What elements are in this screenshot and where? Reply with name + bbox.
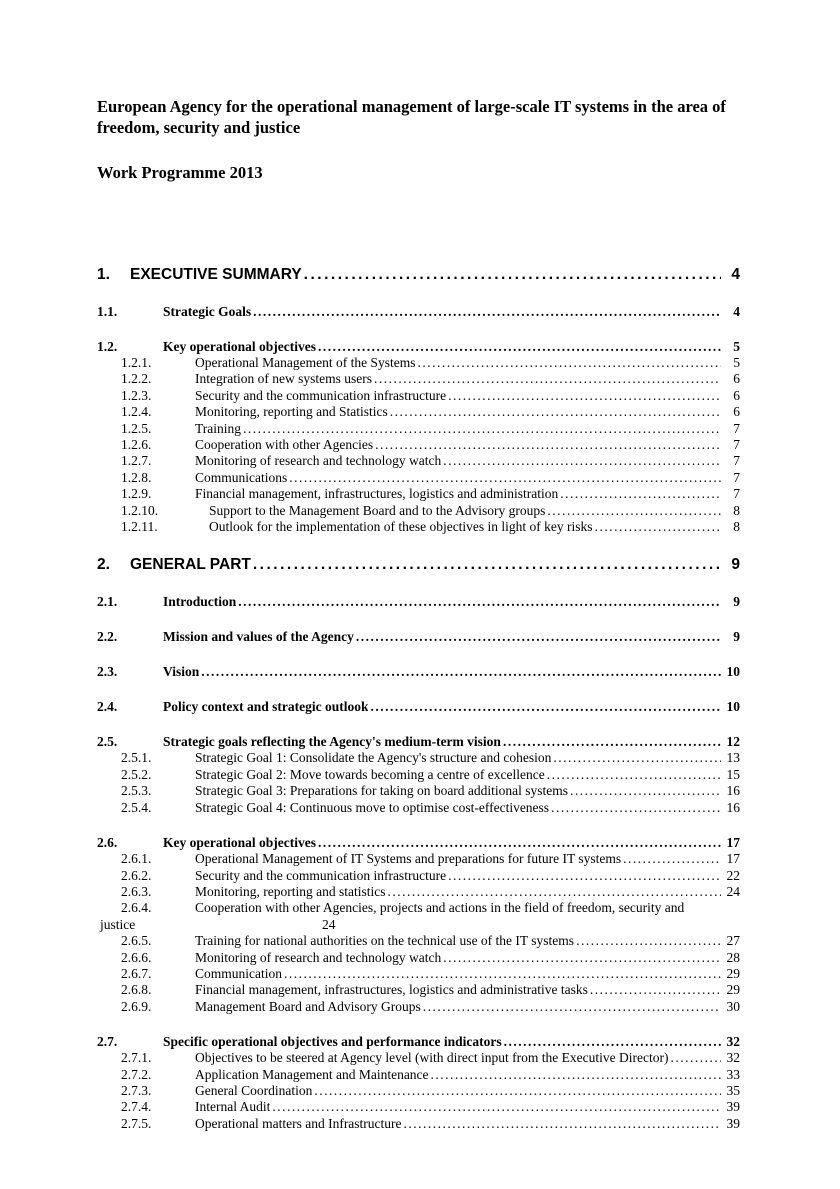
toc-entry bbox=[97, 303, 740, 320]
toc-entry-number: 1.2.8. bbox=[121, 469, 152, 485]
toc-entry-title: Strategic goals reflecting the Agency's medium-term vision bbox=[163, 734, 501, 750]
toc-entry bbox=[97, 1083, 740, 1099]
toc-entry-page: 32 bbox=[726, 1050, 740, 1066]
toc-entry bbox=[97, 388, 740, 404]
toc-entry-page: 13 bbox=[726, 750, 740, 766]
toc-entry-title: GENERAL PART bbox=[130, 556, 251, 574]
toc-entry bbox=[97, 1116, 740, 1132]
toc-entry-page: 35 bbox=[726, 1082, 740, 1098]
toc-entry-page: 7 bbox=[733, 420, 740, 436]
toc-leader-dots bbox=[289, 470, 721, 486]
toc-leader-dots bbox=[253, 303, 721, 320]
toc-entry-number: 1. bbox=[97, 266, 110, 283]
toc-entry-title: Monitoring of research and technology watch bbox=[195, 453, 442, 469]
toc-entry-page: 29 bbox=[726, 982, 740, 998]
toc-entry-title: Mission and values of the Agency bbox=[163, 629, 354, 645]
toc-leader-dots bbox=[253, 556, 721, 574]
toc-entry-page: 16 bbox=[726, 799, 740, 815]
toc-entry-number: 2.6.6. bbox=[121, 949, 152, 965]
toc-leader-dots bbox=[423, 999, 721, 1015]
toc-leader-dots bbox=[623, 851, 721, 867]
toc-leader-dots bbox=[595, 519, 721, 535]
toc-leader-dots bbox=[443, 950, 721, 966]
toc-entry-number: 1.2.11. bbox=[121, 519, 158, 535]
toc-entry-number: 2.6.2. bbox=[121, 867, 152, 883]
toc-entry-page: 28 bbox=[726, 949, 740, 965]
toc-leader-dots bbox=[284, 966, 721, 982]
toc-entry-page: 7 bbox=[733, 437, 740, 453]
toc-entry-title: Financial management, infrastructures, logistics and administrative tasks bbox=[195, 982, 588, 998]
toc-entry-title: Security and the communication infrastructure bbox=[195, 387, 447, 403]
toc-entry-number: 2.4. bbox=[97, 699, 118, 715]
toc-leader-dots bbox=[551, 800, 721, 816]
toc-entry-number: 1.2.6. bbox=[121, 437, 152, 453]
toc-leader-dots bbox=[576, 933, 721, 949]
toc-entry-title: Communications bbox=[195, 469, 288, 485]
toc-entry-page: 6 bbox=[733, 371, 740, 387]
toc-entry-page: 29 bbox=[726, 965, 740, 981]
toc-entry-wrap-word: justice bbox=[100, 916, 136, 932]
toc-entry-number: 2.6.9. bbox=[121, 998, 152, 1014]
toc-entry-page: 7 bbox=[733, 453, 740, 469]
toc-entry-title: Operational Management of IT Systems and preparations for future IT systems bbox=[195, 851, 622, 867]
toc-entry-title: Security and the communication infrastructure bbox=[195, 867, 447, 883]
toc-entry-title: Cooperation with other Agencies, projects and actions in the field of freedom, security and bbox=[195, 900, 685, 916]
toc-leader-dots bbox=[547, 503, 721, 519]
toc-entry-page: 9 bbox=[733, 629, 740, 645]
toc-entry-page: 24 bbox=[322, 916, 336, 932]
toc-leader-dots bbox=[590, 982, 721, 998]
document-subtitle: Work Programme 2013 bbox=[97, 163, 263, 182]
toc-leader-dots bbox=[390, 404, 721, 420]
toc-leader-dots bbox=[387, 884, 721, 900]
toc-entry bbox=[97, 1033, 740, 1050]
toc-entry-number: 1.2. bbox=[97, 339, 118, 354]
toc-entry-page: 39 bbox=[726, 1099, 740, 1115]
toc-leader-dots bbox=[448, 388, 721, 404]
toc-leader-dots bbox=[443, 453, 721, 469]
toc-entry-page: 7 bbox=[733, 469, 740, 485]
toc-entry bbox=[97, 900, 740, 916]
toc-leader-dots bbox=[201, 663, 721, 680]
toc-entry-number: 2.5.4. bbox=[121, 799, 152, 815]
toc-entry-wrap-line bbox=[97, 917, 740, 933]
toc-entry-page: 12 bbox=[726, 734, 740, 750]
toc-entry bbox=[97, 982, 740, 998]
toc-entry-number: 2.7.1. bbox=[121, 1050, 152, 1066]
toc-entry bbox=[97, 355, 740, 371]
toc-entry bbox=[97, 371, 740, 387]
toc-entry-page: 17 bbox=[726, 851, 740, 867]
toc-entry-number: 1.2.2. bbox=[121, 371, 152, 387]
toc-entry-number: 2.6.3. bbox=[121, 883, 152, 899]
toc-entry-number: 2.5.1. bbox=[121, 750, 152, 766]
toc-entry-title: EXECUTIVE SUMMARY bbox=[130, 266, 302, 283]
toc-entry bbox=[97, 404, 740, 420]
toc-entry-number: 2. bbox=[97, 556, 110, 574]
toc-entry bbox=[97, 338, 740, 355]
toc-leader-dots bbox=[304, 266, 721, 284]
toc-entry-number: 1.2.9. bbox=[121, 486, 152, 502]
toc-leader-dots bbox=[356, 628, 721, 645]
toc-entry-page: 5 bbox=[733, 339, 740, 354]
toc-entry bbox=[97, 486, 740, 502]
toc-entry-page: 32 bbox=[726, 1034, 740, 1050]
toc-entry bbox=[97, 950, 740, 966]
toc-entry-number: 2.5.3. bbox=[121, 783, 152, 799]
toc-entry-page: 9 bbox=[733, 594, 740, 610]
toc-entry-page: 4 bbox=[731, 266, 740, 283]
toc-entry-number: 2.1. bbox=[97, 594, 118, 610]
toc-entry-title: Introduction bbox=[163, 594, 237, 610]
toc-leader-dots bbox=[553, 750, 721, 766]
toc-entry-number: 1.2.5. bbox=[121, 420, 152, 436]
toc-entry-page: 16 bbox=[726, 783, 740, 799]
toc-entry bbox=[97, 503, 740, 519]
toc-entry bbox=[97, 1050, 740, 1066]
toc-entry bbox=[97, 628, 740, 645]
document-title: European Agency for the operational management of large-scale IT systems in the area of freedom, security and justice bbox=[97, 97, 726, 137]
toc-entry-number: 1.2.7. bbox=[121, 453, 152, 469]
toc-entry bbox=[97, 783, 740, 799]
toc-entry-title: Strategic Goal 2: Move towards becoming a centre of excellence bbox=[195, 766, 545, 782]
toc-entry-title: Internal Audit bbox=[195, 1099, 271, 1115]
toc-entry-number: 2.2. bbox=[97, 629, 118, 645]
toc-entry bbox=[97, 1067, 740, 1083]
toc-entry bbox=[97, 421, 740, 437]
toc-entry bbox=[97, 966, 740, 982]
toc-entry bbox=[97, 1099, 740, 1115]
toc-leader-dots bbox=[243, 421, 721, 437]
toc-entry-title: Monitoring, reporting and Statistics bbox=[195, 404, 388, 420]
toc-entry-title: Strategic Goal 1: Consolidate the Agency's structure and cohesion bbox=[195, 750, 552, 766]
toc-entry-number: 1.2.1. bbox=[121, 355, 152, 370]
toc-entry-number: 2.6.8. bbox=[121, 982, 152, 998]
toc-entry-title: Management Board and Advisory Groups bbox=[195, 998, 421, 1014]
toc-entry bbox=[97, 593, 740, 610]
toc-entry-page: 4 bbox=[733, 304, 740, 319]
toc-entry bbox=[97, 519, 740, 535]
toc-entry-number: 2.6.7. bbox=[121, 965, 152, 981]
toc-entry bbox=[97, 868, 740, 884]
toc-entry-number: 2.7.2. bbox=[121, 1066, 152, 1082]
toc-entry-page: 8 bbox=[733, 519, 740, 535]
toc-entry-title: Strategic Goal 3: Preparations for taking on board additional systems bbox=[195, 783, 569, 799]
toc-entry-title: Financial management, infrastructures, logistics and administration bbox=[195, 486, 559, 502]
toc-entry bbox=[97, 933, 740, 949]
toc-entry-title: Operational Management of the Systems bbox=[195, 355, 416, 370]
toc-entry-number: 2.6.5. bbox=[121, 933, 152, 949]
toc-entry-title: General Coordination bbox=[195, 1082, 313, 1098]
toc-entry-title: Strategic Goal 4: Continuous move to optimise cost-effectiveness bbox=[195, 799, 550, 815]
toc-entry-number: 2.7.4. bbox=[121, 1099, 152, 1115]
toc-entry bbox=[97, 266, 740, 284]
toc-entry-page: 8 bbox=[733, 502, 740, 518]
toc-entry-title: Monitoring of research and technology watch bbox=[195, 949, 442, 965]
toc-entry bbox=[97, 834, 740, 851]
toc-entry-title: Communication bbox=[195, 965, 282, 981]
toc-entry-title: Strategic Goals bbox=[163, 304, 252, 319]
toc-entry bbox=[97, 767, 740, 783]
toc-entry-title: Integration of new systems users bbox=[195, 371, 372, 387]
toc-entry-page: 27 bbox=[726, 933, 740, 949]
toc-leader-dots bbox=[314, 1083, 721, 1099]
toc-entry-title: Training for national authorities on the technical use of the IT systems bbox=[195, 933, 575, 949]
toc-leader-dots bbox=[318, 834, 721, 851]
toc-leader-dots bbox=[404, 1116, 721, 1132]
toc-leader-dots bbox=[503, 733, 721, 750]
toc-entry bbox=[97, 698, 740, 715]
toc-leader-dots bbox=[417, 355, 721, 371]
toc-entry-title: Specific operational objectives and performance indicators bbox=[163, 1034, 502, 1050]
toc-entry bbox=[97, 453, 740, 469]
toc-leader-dots bbox=[375, 437, 721, 453]
toc-entry bbox=[97, 999, 740, 1015]
toc-entry-title: Application Management and Maintenance bbox=[195, 1066, 429, 1082]
toc-leader-dots bbox=[272, 1099, 721, 1115]
toc-entry-number: 2.6.4. bbox=[121, 900, 152, 916]
toc-entry-page: 10 bbox=[726, 664, 740, 680]
toc-entry-page: 24 bbox=[726, 883, 740, 899]
toc-leader-dots bbox=[570, 783, 721, 799]
toc-leader-dots bbox=[504, 1033, 721, 1050]
toc-entry-page: 5 bbox=[733, 355, 740, 370]
toc-entry-page: 33 bbox=[726, 1066, 740, 1082]
toc-entry-page: 6 bbox=[733, 404, 740, 420]
toc-entry-page: 30 bbox=[726, 998, 740, 1014]
toc-entry bbox=[97, 884, 740, 900]
toc-leader-dots bbox=[370, 698, 721, 715]
toc-entry bbox=[97, 556, 740, 574]
toc-leader-dots bbox=[318, 338, 721, 355]
toc-leader-dots bbox=[448, 868, 721, 884]
toc-entry-number: 2.6.1. bbox=[121, 851, 152, 867]
toc-entry-page: 22 bbox=[726, 867, 740, 883]
toc-entry-number: 2.3. bbox=[97, 664, 118, 680]
toc-entry-title: Key operational objectives bbox=[163, 835, 316, 851]
toc-entry-number: 2.7. bbox=[97, 1034, 118, 1050]
toc bbox=[97, 245, 740, 1132]
toc-entry bbox=[97, 851, 740, 867]
toc-entry-title: Key operational objectives bbox=[163, 339, 316, 354]
toc-entry-page: 6 bbox=[733, 387, 740, 403]
toc-leader-dots bbox=[670, 1050, 721, 1066]
toc-entry-title: Operational matters and Infrastructure bbox=[195, 1115, 402, 1131]
toc-entry bbox=[97, 437, 740, 453]
toc-entry-title: Vision bbox=[163, 664, 200, 680]
toc-entry-title: Monitoring, reporting and statistics bbox=[195, 883, 386, 899]
toc-entry-page: 17 bbox=[726, 835, 740, 851]
toc-entry bbox=[97, 470, 740, 486]
toc-entry-title: Policy context and strategic outlook bbox=[163, 699, 369, 715]
toc-leader-dots bbox=[560, 486, 721, 502]
toc-leader-dots bbox=[374, 371, 721, 387]
toc-entry-number: 1.1. bbox=[97, 304, 118, 319]
toc-entry-number: 1.2.3. bbox=[121, 387, 152, 403]
toc-leader-dots bbox=[238, 593, 721, 610]
toc-entry-title: Training bbox=[195, 420, 242, 436]
toc-leader-dots bbox=[431, 1067, 721, 1083]
toc-entry-page: 39 bbox=[726, 1115, 740, 1131]
toc-leader-dots bbox=[547, 767, 721, 783]
document-header bbox=[97, 96, 745, 183]
toc-entry bbox=[97, 800, 740, 816]
toc-entry bbox=[97, 663, 740, 680]
toc-entry-number: 2.7.5. bbox=[121, 1115, 152, 1131]
toc-entry-number: 2.6. bbox=[97, 835, 118, 851]
toc-entry-number: 1.2.4. bbox=[121, 404, 152, 420]
toc-entry-number: 2.7.3. bbox=[121, 1082, 152, 1098]
toc-entry-page: 9 bbox=[731, 556, 740, 574]
toc-entry-number: 2.5.2. bbox=[121, 766, 152, 782]
toc-entry-number: 2.5. bbox=[97, 734, 118, 750]
toc-entry-title: Support to the Management Board and to the Advisory groups bbox=[209, 502, 546, 518]
toc-entry bbox=[97, 733, 740, 750]
toc-entry-title: Outlook for the implementation of these objectives in light of key risks bbox=[209, 519, 593, 535]
toc-entry-page: 7 bbox=[733, 486, 740, 502]
toc-entry-number: 1.2.10. bbox=[121, 502, 159, 518]
toc-entry-title: Objectives to be steered at Agency level (with direct input from the Executive Director) bbox=[195, 1050, 669, 1066]
toc-entry bbox=[97, 750, 740, 766]
toc-entry-page: 15 bbox=[726, 766, 740, 782]
toc-entry-title: Cooperation with other Agencies bbox=[195, 437, 374, 453]
toc-entry-page: 10 bbox=[726, 699, 740, 715]
